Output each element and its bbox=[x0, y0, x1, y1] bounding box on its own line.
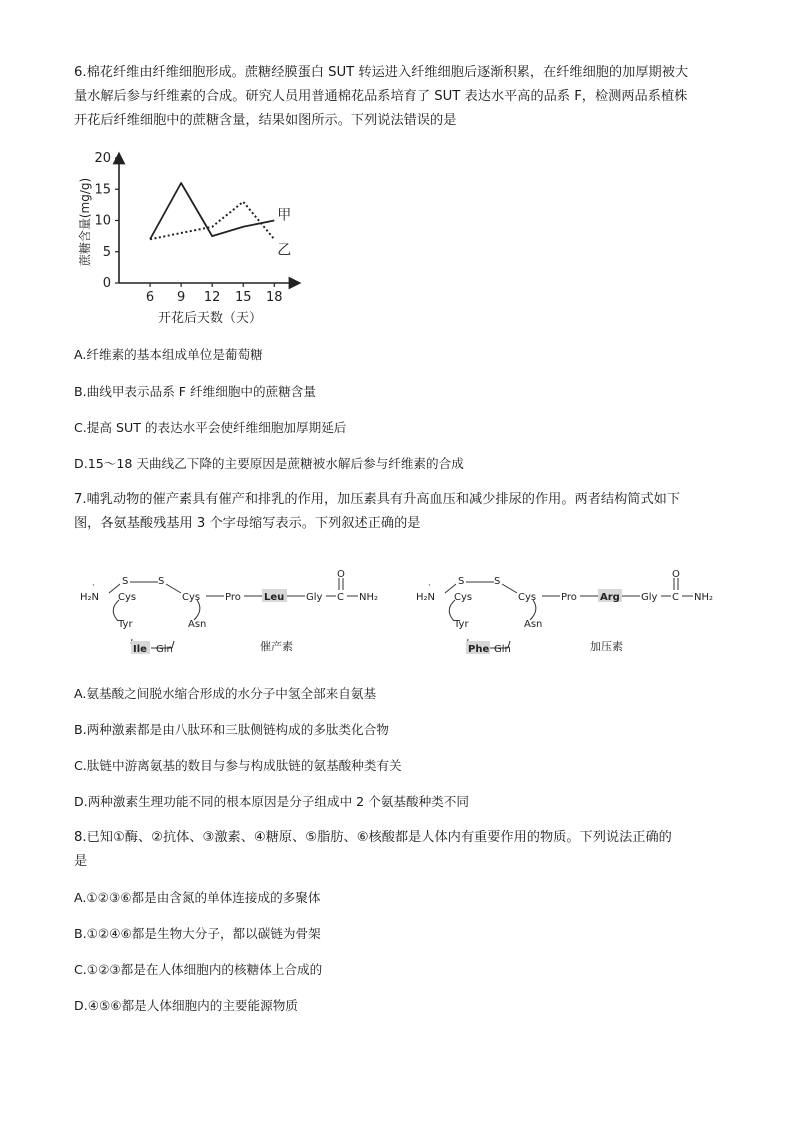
chart-axes bbox=[119, 158, 295, 283]
oxytocin-ring-ile: Ile bbox=[133, 644, 147, 655]
q6-option-d[interactable]: D.15～18 天曲线乙下降的主要原因是蔗糖被水解后参与纤维素的合成 bbox=[74, 456, 464, 471]
oxytocin-structure bbox=[74, 566, 384, 658]
q6-option-c[interactable]: C.提高 SUT 的表达水平会使纤维细胞加厚期延后 bbox=[74, 420, 347, 435]
oxytocin-tail-c: C bbox=[337, 592, 344, 603]
q7-option-d[interactable]: D.两种激素生理功能不同的根本原因是分子组成中 2 个氨基酸种类不同 bbox=[74, 794, 469, 809]
oxytocin-ring-cys-2: Cys bbox=[182, 592, 201, 603]
vasopressin-title: 加压素 bbox=[590, 640, 623, 653]
vasopressin-structure bbox=[410, 566, 730, 658]
series-label-1: 乙 bbox=[277, 242, 292, 259]
y-tick-label-4: 20 bbox=[94, 151, 111, 166]
oxytocin-ring-asn: Asn bbox=[188, 619, 207, 630]
q7-option-c[interactable]: C.肽链中游离氨基的数目与参与构成肽链的氨基酸种类有关 bbox=[74, 758, 402, 773]
oxytocin-tail-pro: Pro bbox=[225, 592, 241, 603]
y-axis-label: 蔗糖含量(mg/g) bbox=[78, 177, 92, 267]
series-line-0 bbox=[150, 183, 274, 239]
vasopressin-ring-asn: Asn bbox=[524, 619, 543, 630]
q7-option-b[interactable]: B.两种激素都是由八肽环和三肽侧链构成的多肽类化合物 bbox=[74, 722, 389, 737]
vasopressin-amino-group: H₂N bbox=[416, 592, 436, 603]
oxytocin-tail-gly: Gly bbox=[306, 592, 323, 603]
q8-option-b[interactable]: B.①②④⑥都是生物大分子，都以碳链为骨架 bbox=[74, 926, 321, 941]
x-tick-label-1: 9 bbox=[176, 290, 186, 305]
vasopressin-carbonyl-o: O bbox=[672, 569, 680, 580]
series-label-0: 甲 bbox=[277, 207, 292, 224]
oxytocin-ring-s-1: S bbox=[122, 576, 129, 587]
y-ticks bbox=[94, 151, 119, 291]
chart-series bbox=[150, 183, 274, 239]
q6-stem-line-1: 6.棉花纤维由纤维细胞形成。蔗糖经膜蛋白 SUT 转运进入纤维细胞后逐渐积累，在纤维细胞的加厚期被大 bbox=[74, 65, 689, 80]
vasopressin-tail-c: C bbox=[672, 592, 679, 603]
q8-option-d[interactable]: D.④⑤⑥都是人体细胞内的主要能源物质 bbox=[74, 998, 298, 1013]
y-tick-label-1: 5 bbox=[102, 244, 111, 260]
q6-stem-line-3: 开花后纤维细胞中的蔗糖含量，结果如图所示。下列说法错误的是 bbox=[74, 113, 457, 128]
y-tick-label-0: 0 bbox=[102, 276, 111, 291]
y-tick-label-2: 10 bbox=[94, 213, 111, 229]
q7-stem-line-2: 图，各氨基酸残基用 3 个字母缩写表示。下列叙述正确的是 bbox=[74, 516, 421, 531]
oxytocin-ring-gln: Gln bbox=[156, 644, 173, 655]
vasopressin-amino-dot: · bbox=[428, 581, 431, 591]
q7-stem-line-1: 7.哺乳动物的催产素具有催产和排乳的作用，加压素具有升高血压和减少排尿的作用。两者结构简式如下 bbox=[74, 492, 681, 507]
oxytocin-tail-nh2: NH₂ bbox=[359, 592, 379, 603]
oxytocin-ring-s-2: S bbox=[158, 576, 165, 587]
x-tick-label-0: 6 bbox=[145, 290, 155, 305]
x-tick-label-4: 18 bbox=[266, 290, 283, 305]
x-axis-label: 开花后天数（天） bbox=[157, 311, 263, 326]
vasopressin-ring-cys-2: Cys bbox=[518, 592, 537, 603]
vasopressin-ring-s-2: S bbox=[494, 576, 501, 587]
oxytocin-ring-tyr: Tyr bbox=[118, 619, 133, 630]
q7-option-a[interactable]: A.氨基酸之间脱水缩合形成的水分子中氢全部来自氨基 bbox=[74, 686, 377, 701]
x-tick-label-2: 12 bbox=[203, 290, 221, 305]
q8-stem-line-1: 8.已知①酶、②抗体、③激素、④糖原、⑤脂肪、⑥核酸都是人体内有重要作用的物质。下列说法正确的 bbox=[74, 830, 672, 845]
oxytocin-tail-leu: Leu bbox=[264, 592, 285, 603]
q6-option-a[interactable]: A.纤维素的基本组成单位是葡萄糖 bbox=[74, 347, 263, 362]
oxytocin-ring-cys-1: Cys bbox=[118, 592, 137, 603]
vasopressin-ring-tyr: Tyr bbox=[454, 619, 469, 630]
q8-option-a[interactable]: A.①②③⑥都是由含氮的单体连接成的多聚体 bbox=[74, 890, 321, 905]
oxytocin-carbonyl-o: O bbox=[337, 569, 345, 580]
vasopressin-ring-gln: Gln bbox=[494, 644, 511, 655]
oxytocin-amino-group: H₂N bbox=[80, 592, 100, 603]
q6-option-b[interactable]: B.曲线甲表示品系 F 纤维细胞中的蔗糖含量 bbox=[74, 384, 316, 399]
vasopressin-ring-phe: Phe bbox=[468, 644, 490, 655]
oxytocin-amino-dot: · bbox=[92, 581, 95, 591]
vasopressin-tail-pro: Pro bbox=[561, 592, 577, 603]
vasopressin-ring-cys-1: Cys bbox=[454, 592, 473, 603]
x-tick-label-3: 15 bbox=[234, 290, 252, 305]
q8-stem-line-2: 是 bbox=[74, 854, 88, 869]
series-labels bbox=[277, 208, 291, 259]
y-tick-label-3: 15 bbox=[94, 182, 111, 198]
vasopressin-tail-arg: Arg bbox=[600, 592, 620, 603]
oxytocin-title: 催产素 bbox=[260, 640, 293, 653]
q6-stem-line-2: 量水解后参与纤维素的合成。研究人员用普通棉花品系培育了 SUT 表达水平高的品系 F，检测两品系植株 bbox=[74, 89, 688, 104]
x-ticks bbox=[146, 283, 283, 305]
vasopressin-tail-nh2: NH₂ bbox=[694, 592, 714, 603]
sucrose-chart bbox=[70, 150, 310, 330]
vasopressin-ring-s-1: S bbox=[458, 576, 465, 587]
q8-option-c[interactable]: C.①②③都是在人体细胞内的核糖体上合成的 bbox=[74, 962, 323, 977]
series-line-1 bbox=[150, 202, 274, 240]
vasopressin-tail-gly: Gly bbox=[641, 592, 658, 603]
